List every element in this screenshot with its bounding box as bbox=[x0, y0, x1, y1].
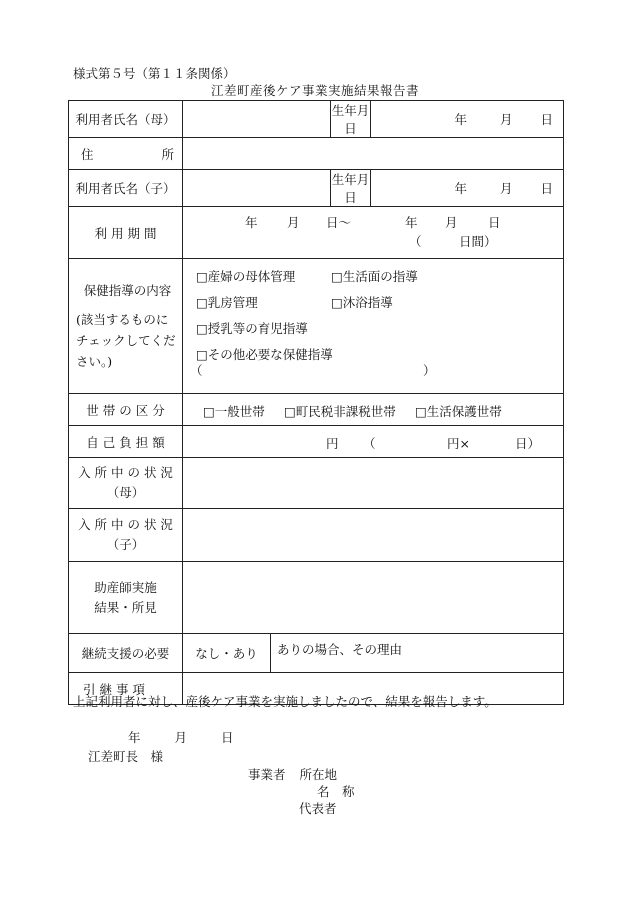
period-days-open: （ bbox=[409, 234, 422, 249]
document-title: 江差町産後ケア事業実施結果報告書 bbox=[210, 83, 419, 98]
mother-name-label: 利用者氏名（母） bbox=[69, 101, 183, 138]
business-name-label: 名 称 bbox=[317, 784, 355, 799]
checkbox-welfare-household[interactable]: □生活保護世帯 bbox=[415, 404, 502, 419]
guidance-label-main: 保健指導の内容 bbox=[83, 283, 172, 298]
day-unit: 日 bbox=[540, 181, 554, 196]
closing-statement: 上記利用者に対し、産後ケア事業を実施しましたので、結果を報告します。 bbox=[73, 694, 497, 709]
self-pay-yen-times: 円× bbox=[447, 436, 470, 451]
other-paren-close: ） bbox=[423, 363, 436, 378]
report-date-day: 日 bbox=[221, 730, 234, 745]
status-mother-field[interactable] bbox=[183, 458, 564, 509]
business-label: 事業者 bbox=[248, 767, 286, 782]
midwife-findings-label: 助産師実施 結果・所見 bbox=[69, 562, 183, 634]
address-label: 住 所 bbox=[69, 138, 183, 170]
checkbox-bathing-guidance[interactable]: □沐浴指導 bbox=[331, 295, 393, 310]
address-field[interactable] bbox=[183, 138, 564, 170]
checkbox-breast-care[interactable]: □乳房管理 bbox=[196, 295, 258, 310]
business-location-line bbox=[248, 765, 337, 783]
period-days-close: 日間） bbox=[459, 234, 497, 249]
continued-support-reason-field[interactable] bbox=[271, 634, 564, 673]
usage-period-field[interactable] bbox=[183, 207, 564, 259]
child-birthdate-label: 生年月日 bbox=[331, 170, 371, 207]
period-end-year: 年 bbox=[405, 215, 418, 230]
status-child-label: 入 所 中 の 状 況 （子） bbox=[69, 509, 183, 562]
checkbox-general-household[interactable]: □一般世帯 bbox=[203, 404, 265, 419]
household-options-cell bbox=[183, 394, 564, 426]
midwife-findings-field[interactable] bbox=[183, 562, 564, 634]
checkbox-lifestyle-guidance[interactable]: □生活面の指導 bbox=[331, 269, 418, 284]
year-unit: 年 bbox=[454, 181, 467, 196]
form-number: 様式第５号（第１１条関係） bbox=[73, 66, 236, 81]
guidance-label-note: (該当するものにチェックしてください。) bbox=[76, 312, 176, 369]
handover-label: 引 継 事 項 bbox=[69, 673, 183, 705]
child-name-label: 利用者氏名（子） bbox=[69, 170, 183, 207]
self-pay-days-close: 日） bbox=[515, 436, 541, 451]
mother-birthdate-label: 生年月日 bbox=[331, 101, 371, 138]
other-paren-open: （ bbox=[190, 363, 203, 378]
household-label: 世 帯 の 区 分 bbox=[69, 394, 183, 426]
business-representative-label: 代表者 bbox=[299, 801, 337, 816]
period-range-mark: 日〜 bbox=[326, 215, 352, 230]
continued-support-choice[interactable]: なし・あり bbox=[183, 634, 271, 673]
report-form-table bbox=[68, 100, 564, 705]
status-child-field[interactable] bbox=[183, 509, 564, 562]
report-date-month: 月 bbox=[174, 730, 188, 745]
location-label: 所在地 bbox=[299, 767, 338, 782]
period-start-month: 月 bbox=[287, 215, 300, 230]
day-unit: 日 bbox=[540, 112, 554, 127]
child-birthdate-field[interactable] bbox=[371, 170, 564, 207]
checkbox-maternal-care[interactable]: □産婦の母体管理 bbox=[196, 269, 296, 284]
child-name-field[interactable] bbox=[183, 170, 331, 207]
mother-birthdate-field[interactable] bbox=[371, 101, 564, 138]
checkbox-other-guidance[interactable]: □その他必要な保健指導 bbox=[196, 347, 333, 362]
month-unit: 月 bbox=[499, 181, 513, 196]
period-start-year: 年 bbox=[245, 215, 258, 230]
self-pay-open: （ bbox=[363, 436, 376, 451]
guidance-options-cell bbox=[183, 259, 564, 394]
guidance-label bbox=[69, 259, 183, 394]
self-pay-field[interactable] bbox=[183, 426, 564, 458]
month-unit: 月 bbox=[499, 112, 513, 127]
mother-name-field[interactable] bbox=[183, 101, 331, 138]
status-mother-label: 入 所 中 の 状 況 （母） bbox=[69, 458, 183, 509]
continued-support-label: 継続支援の必要 bbox=[69, 634, 183, 673]
checkbox-tax-exempt-household[interactable]: □町民税非課税世帯 bbox=[284, 404, 396, 419]
usage-period-label: 利 用 期 間 bbox=[69, 207, 183, 259]
self-pay-label: 自 己 負 担 額 bbox=[69, 426, 183, 458]
report-date-year: 年 bbox=[128, 730, 141, 745]
addressee: 江差町長 様 bbox=[88, 749, 164, 764]
self-pay-yen: 円 bbox=[326, 436, 339, 451]
period-end-day: 日 bbox=[488, 215, 501, 230]
continued-support-reason-label: ありの場合、その理由 bbox=[277, 642, 403, 657]
report-date bbox=[128, 728, 234, 746]
year-unit: 年 bbox=[454, 112, 467, 127]
period-end-month: 月 bbox=[445, 215, 458, 230]
checkbox-feeding-guidance[interactable]: □授乳等の育児指導 bbox=[196, 321, 308, 336]
